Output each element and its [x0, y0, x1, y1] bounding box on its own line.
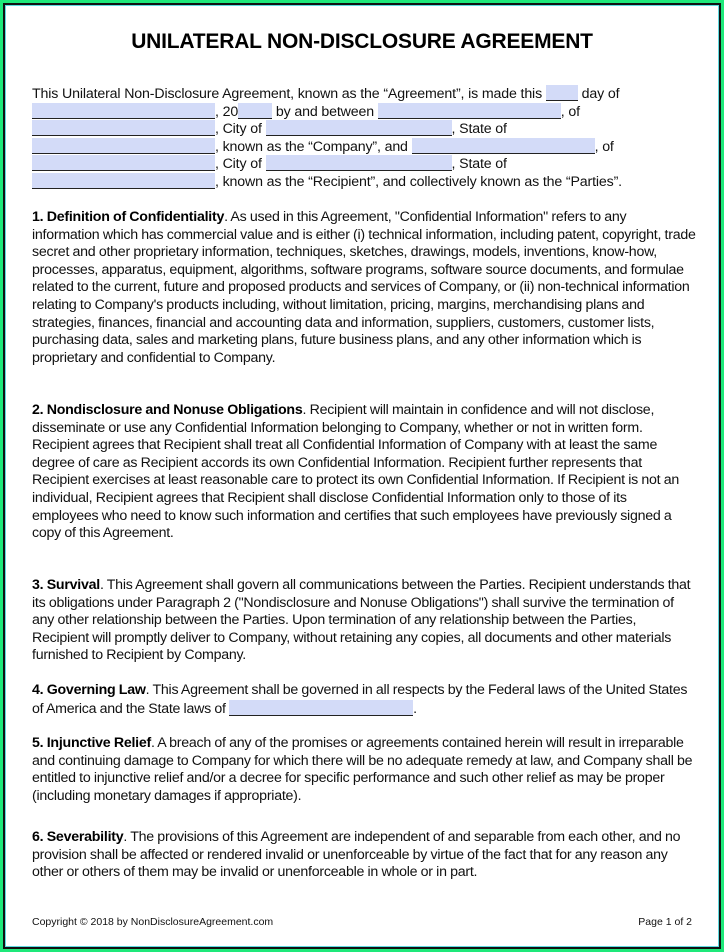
page-number: Page 1 of 2	[638, 916, 692, 928]
section-tail: .	[413, 700, 417, 717]
company-city-field[interactable]	[266, 120, 452, 136]
section-definition-of-confidentiality	[32, 209, 696, 367]
frame-inner-border	[5, 5, 719, 947]
document-title: UNILATERAL NON-DISCLOSURE AGREEMENT	[131, 30, 593, 53]
recipient-state-field[interactable]	[32, 173, 215, 189]
intro-text: by and between	[275, 103, 374, 120]
intro-text: , known as the “Recipient”, and collectively known as the “Parties”.	[215, 173, 622, 190]
company-state-field[interactable]	[32, 138, 215, 154]
page-footer	[32, 916, 692, 928]
intro-line-6	[32, 173, 702, 191]
section-governing-law	[32, 682, 696, 718]
section-heading: 3. Survival	[32, 577, 100, 593]
section-body: . This Agreement shall govern all communications between the Parties. Recipient understands that its obligations under Paragraph 2 ("Nondisclosure and Nonuse Obligations") shall survive the termination of any other relationship between the Parties. Upon termination of any relationship between the Parties, Recipient will promptly deliver to Company, without retaining any copies, all documents and other materials furnished to Recipient by Company.	[32, 577, 691, 664]
section-body: . Recipient will maintain in confidence and will not disclose, disseminate or use any Confidential Information belonging to Company, whether or not in written form. Recipient agrees that Recipient shall treat all Confidential Information of Company with at least the same degree of care as Recipient accords its own Confidential Information. Recipient further represents that Recipient exercises at least reasonable care to protect its own Confidential Information. If Recipient is not an individual, Recipient agrees that Recipient shall disclose Confidential Information only to those of its employees who need to know such information and certifies that such employees have previously signed a copy of this Agreement.	[32, 402, 679, 542]
document-page	[6, 6, 718, 946]
intro-text: , City of	[215, 121, 262, 138]
intro-line-2	[32, 103, 702, 121]
day-field[interactable]	[546, 85, 578, 101]
recipient-name-field[interactable]	[412, 138, 595, 154]
intro-paragraph	[32, 85, 702, 191]
intro-text: , State of	[451, 121, 507, 138]
intro-line-4	[32, 138, 702, 156]
section-heading: 5. Injunctive Relief	[32, 735, 151, 751]
intro-text: , of	[594, 138, 614, 155]
section-body: . A breach of any of the promises or agreements contained herein will result in irreparable and continuing damage to Company for which there will be no adequate remedy at law, and Company shall be entitled to injunctive relief and/or a decree for specific performance and such other relief as may be proper (including monetary damages if appropriate).	[32, 735, 693, 804]
intro-line-3	[32, 120, 702, 138]
section-nondisclosure-obligations	[32, 402, 696, 543]
section-heading: 1. Definition of Confidentiality	[32, 209, 225, 225]
section-heading: 6. Severability	[32, 829, 124, 845]
section-survival	[32, 577, 696, 665]
section-heading: 4. Governing Law	[32, 682, 146, 698]
intro-text: , 20	[215, 103, 239, 120]
year-field[interactable]	[238, 103, 272, 119]
section-injunctive-relief	[32, 735, 696, 805]
recipient-city-field[interactable]	[266, 155, 452, 171]
intro-text: , State of	[451, 156, 507, 173]
intro-line-5	[32, 155, 702, 173]
section-heading: 2. Nondisclosure and Nonuse Obligations	[32, 402, 303, 418]
section-body: . The provisions of this Agreement are independent of and separable from each other, and no provision shall be affected or rendered invalid or unenforceable by virtue of the fact that for any reason any other or others of them may be invalid or unenforceable in whole or in part.	[32, 829, 681, 881]
intro-text: , City of	[215, 156, 262, 173]
governing-state-field[interactable]	[229, 700, 413, 716]
intro-text: day of	[581, 86, 620, 102]
recipient-address-field[interactable]	[32, 155, 215, 171]
section-body: . This Agreement shall be governed in all respects by the Federal laws of the United States of America and the State laws of	[32, 682, 688, 717]
company-name-field[interactable]	[378, 103, 561, 119]
company-address-field[interactable]	[32, 120, 215, 136]
section-severability	[32, 829, 696, 882]
window-frame	[3, 3, 721, 949]
intro-text: , known as the “Company”, and	[215, 138, 408, 155]
month-field[interactable]	[32, 103, 215, 119]
intro-text: , of	[560, 103, 580, 120]
copyright-text: Copyright © 2018 by NonDisclosureAgreement.com	[32, 916, 274, 928]
intro-line-1	[32, 85, 702, 103]
section-body: . As used in this Agreement, "Confidential Information" refers to any information which has commercial value and is either (i) technical information, including patent, copyright, trade secret and other proprietary information, techniques, sketches, drawings, models, inventions, know-how, processes, apparatus, equipment, algorithms, software programs, software source documents, and formulae related to the current, future and proposed products and services of Company, or (ii) non-technical information relating to Company's products including, without limitation, pricing, margins, merchandising plans and strategies, finances, financial and accounting data and information, suppliers, customers, customer lists, purchasing data, sales and marketing plans, future business plans, and any other information which is proprietary and confidential to Company.	[32, 209, 696, 366]
intro-text: This Unilateral Non-Disclosure Agreement, known as the “Agreement”, is made this	[32, 86, 543, 102]
